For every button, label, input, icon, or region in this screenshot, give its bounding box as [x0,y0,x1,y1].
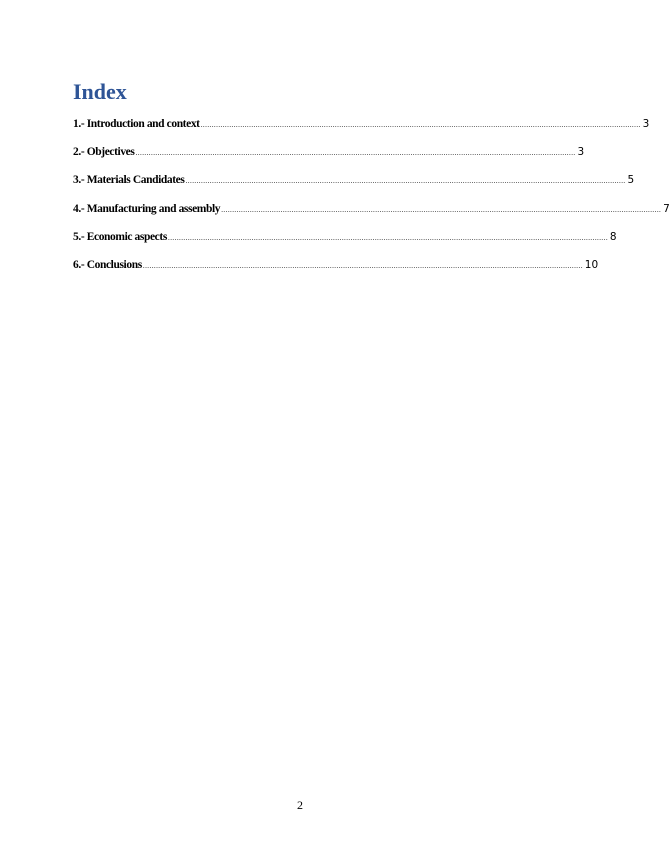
dot-leader: ........................................................................................................................................................................................................ [185,176,626,185]
toc-entry-introduction[interactable] [73,118,650,134]
toc-entry-materials[interactable] [73,174,635,190]
toc-entry-economic[interactable] [73,231,617,247]
dot-leader: ........................................................................................................................................................................................................ [167,233,608,242]
toc-entry-label: 6.- Conclusions [73,259,142,271]
toc-entry-manufacturing[interactable] [73,203,670,219]
toc-entry-page: 5 [627,174,635,186]
dot-leader: ........................................................................................................................................................................................................ [135,148,576,157]
toc-entry-label: 5.- Economic aspects [73,231,167,243]
page-number: 2 [297,798,303,812]
toc-entry-page: 8 [609,231,617,243]
toc-entry-page: 3 [577,146,585,158]
toc-entry-objectives[interactable] [73,146,585,162]
toc-entry-page: 10 [584,259,599,271]
toc-entry-label: 3.- Materials Candidates [73,174,185,186]
toc-entry-label: 2.- Objectives [73,146,135,158]
toc-entry-conclusions[interactable] [73,259,599,275]
index-title: Index [73,79,127,104]
dot-leader: ........................................................................................................................................................................................................ [221,205,662,214]
dot-leader: ........................................................................................................................................................................................................ [200,120,641,129]
toc-entry-label: 1.- Introduction and context [73,118,200,130]
toc-entry-label: 4.- Manufacturing and assembly [73,203,221,215]
toc-entry-page: 7 [663,203,670,215]
dot-leader: ........................................................................................................................................................................................................ [142,261,583,270]
toc-entry-page: 3 [642,118,650,130]
